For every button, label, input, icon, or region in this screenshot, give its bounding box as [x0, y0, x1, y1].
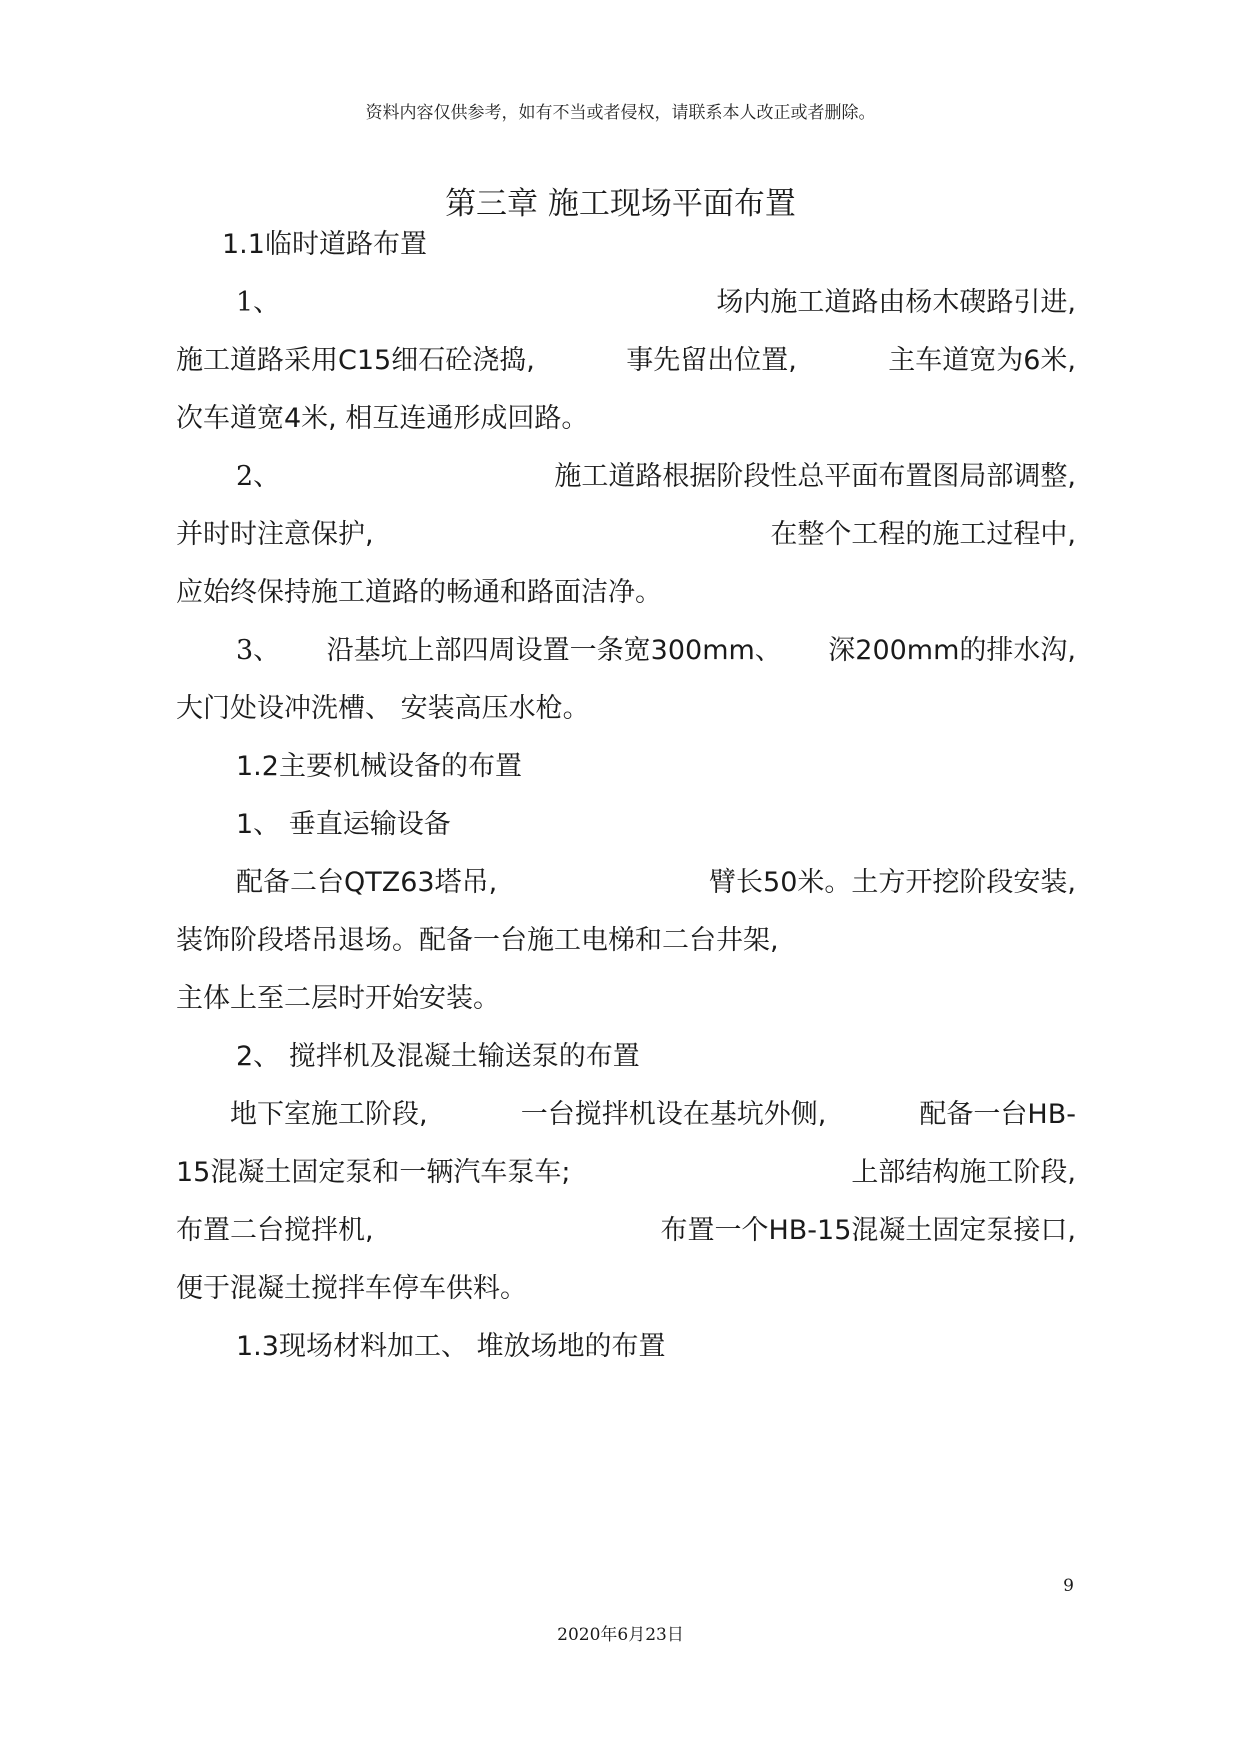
text-run: 臂长50米。土方开挖阶段安装, [709, 867, 1076, 898]
subheading-text: 1、 垂直运输设备 [236, 809, 451, 840]
paragraph-line [230, 1092, 1076, 1131]
text-run: 应始终保持施工道路的畅通和路面洁净。 [176, 577, 662, 608]
text-run: 一台搅拌机设在基坑外侧, [520, 1099, 827, 1130]
paragraph-line [236, 628, 1076, 667]
text-run: 施工道路根据阶段性总平面布置图局部调整, [554, 461, 1076, 492]
text-run: 上部结构施工阶段, [851, 1157, 1076, 1188]
item-number: 3、 [236, 635, 281, 666]
paragraph-line [176, 338, 1076, 377]
text-run: 并时时注意保护, [176, 519, 374, 550]
subheading-mixer-pump [236, 1034, 1136, 1073]
text-run: 地下室施工阶段, [230, 1099, 428, 1130]
text-run: 15混凝土固定泵和一辆汽车泵车; [176, 1157, 571, 1188]
paragraph-line [236, 454, 1076, 493]
text-run: 配备一台HB- [919, 1099, 1076, 1130]
text-run: 布置二台搅拌机, [176, 1215, 374, 1246]
paragraph-line [176, 570, 1076, 609]
paragraph-line [176, 1208, 1076, 1247]
chapter-title: 第三章 施工现场平面布置 [445, 186, 796, 222]
paragraph-line [236, 860, 1076, 899]
paragraph-line [176, 1150, 1076, 1189]
subheading-text: 2、 搅拌机及混凝土输送泵的布置 [236, 1041, 640, 1072]
text-run: 在整个工程的施工过程中, [770, 519, 1076, 550]
text-run: 沿基坑上部四周设置一条宽300mm、 [326, 635, 782, 666]
text-run: 事先留出位置, [626, 345, 797, 376]
text-run: 场内施工道路由杨木碶路引进, [716, 287, 1076, 318]
section-heading-1-1 [222, 222, 1122, 261]
text-run: 配备二台QTZ63塔吊, [236, 867, 498, 898]
paragraph-line [176, 1266, 1076, 1305]
text-run: 布置一个HB-15混凝土固定泵接口, [660, 1215, 1076, 1246]
subheading-vertical-transport [236, 802, 1136, 841]
paragraph-line [176, 976, 1076, 1015]
paragraph-line [176, 512, 1076, 551]
text-run: 便于混凝土搅拌车停车供料。 [176, 1273, 527, 1304]
text-run: 大门处设冲洗槽、 安装高压水枪。 [176, 693, 590, 724]
text-run: 主车道宽为6米, [888, 345, 1076, 376]
section-heading-text: 1.1临时道路布置 [222, 229, 427, 260]
footer-date: 2020年6月23日 [557, 1625, 684, 1645]
section-heading-text: 1.3现场材料加工、 堆放场地的布置 [236, 1331, 666, 1362]
text-run: 深200mm的排水沟, [828, 635, 1076, 666]
paragraph-line [176, 686, 1076, 725]
page-number: 9 [1063, 1576, 1074, 1596]
text-run: 施工道路采用C15细石砼浇捣, [176, 345, 535, 376]
paragraph-line [236, 280, 1076, 319]
paragraph-line [176, 918, 1076, 957]
text-run: 主体上至二层时开始安装。 [176, 983, 500, 1014]
disclaimer-header: 资料内容仅供参考，如有不当或者侵权，请联系本人改正或者删除。 [365, 103, 876, 123]
section-heading-1-3 [236, 1324, 1136, 1363]
text-run: 次车道宽4米, 相互连通形成回路。 [176, 403, 589, 434]
text-run: 装饰阶段塔吊退场。配备一台施工电梯和二台井架, [176, 925, 779, 956]
item-number: 1、 [236, 287, 281, 318]
section-heading-1-2 [236, 744, 1136, 783]
paragraph-line [176, 396, 1076, 435]
section-heading-text: 1.2主要机械设备的布置 [236, 751, 522, 782]
item-number: 2、 [236, 461, 281, 492]
